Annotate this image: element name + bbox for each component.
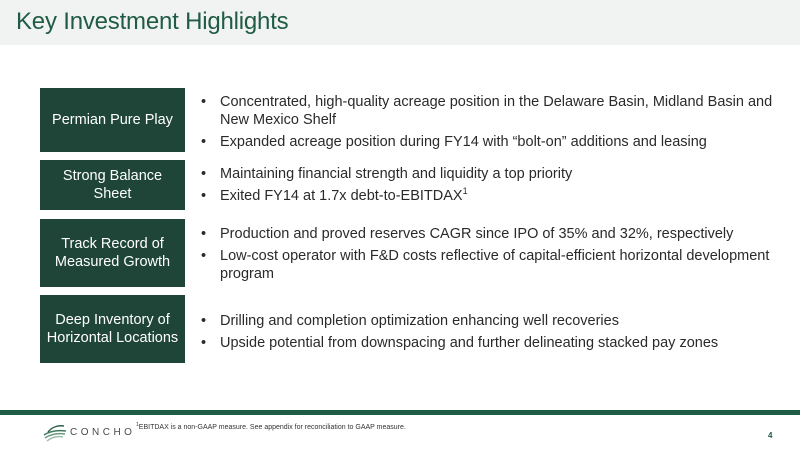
footnote-marker: 1 <box>462 186 468 196</box>
footnote-marker: 1 <box>136 422 139 428</box>
bullet-item: • Low-cost operator with F&D costs reflective of capital-efficient horizontal development program <box>200 247 780 283</box>
bullet-item: • Upside potential from downspacing and further delineating stacked pay zones <box>200 334 780 352</box>
footer-band <box>0 410 800 415</box>
bullet-item: • Concentrated, high-quality acreage position in the Delaware Basin, Midland Basin and New Mexico Shelf <box>200 93 780 129</box>
bullet-item: • Expanded acreage position during FY14 with “bolt-on” additions and leasing <box>200 133 780 151</box>
highlight-label-balance-sheet: Strong Balance Sheet <box>40 160 185 210</box>
highlight-bullets-balance-sheet <box>200 165 780 205</box>
concho-leaf-logo-icon <box>42 421 68 443</box>
highlight-label-growth: Track Record of Measured Growth <box>40 219 185 287</box>
bullet-item: • Maintaining financial strength and liquidity a top priority <box>200 165 780 183</box>
logo-text: CONCHO <box>70 427 136 438</box>
bullet-item: • Exited FY14 at 1.7x debt-to-EBITDAX$^1$ <box>200 187 780 205</box>
page-title: Key Investment Highlights <box>16 8 289 35</box>
footnote: $^1$EBITDAX is a non-GAAP measure. See appendix for reconciliation to GAAP measure. <box>136 422 406 431</box>
page-number: 4 <box>768 431 773 440</box>
highlight-label-permian: Permian Pure Play <box>40 88 185 152</box>
highlight-bullets-inventory <box>200 312 780 352</box>
highlight-bullets-permian <box>200 93 780 151</box>
bullet-item: • Drilling and completion optimization enhancing well recoveries <box>200 312 780 330</box>
concho-logo <box>42 421 136 443</box>
highlight-bullets-growth <box>200 225 780 283</box>
highlight-label-inventory: Deep Inventory of Horizontal Locations <box>40 295 185 363</box>
bullet-item: • Production and proved reserves CAGR since IPO of 35% and 32%, respectively <box>200 225 780 243</box>
header-band <box>0 0 800 45</box>
